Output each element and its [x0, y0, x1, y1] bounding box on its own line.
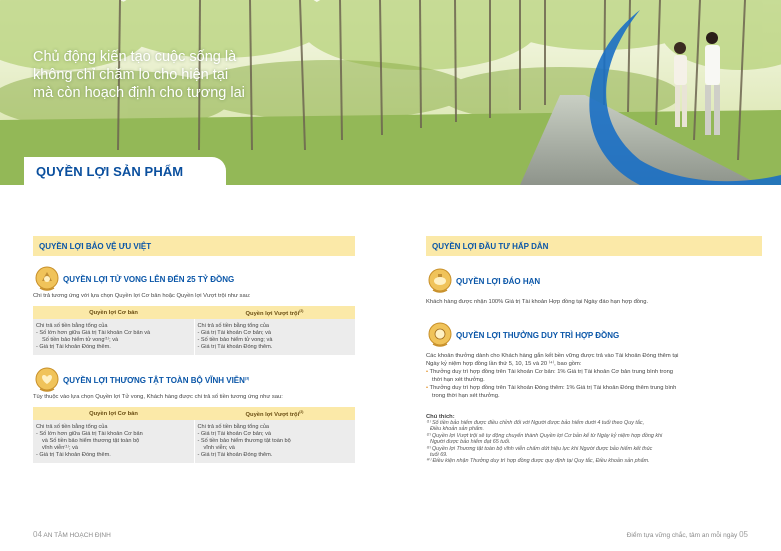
loyalty-benefit-header [426, 322, 762, 348]
hero-banner [0, 0, 781, 185]
death-benefit-header [33, 266, 355, 292]
death-benefit-title: QUYỀN LỢI TỬ VONG LÊN ĐẾN 25 TỶ ĐỒNG [63, 275, 235, 284]
disability-benefit-table [33, 407, 355, 463]
loyalty-bullet-cont: thời hạn xét thưởng. [432, 377, 485, 383]
piggy-medal-icon [428, 268, 452, 294]
page-number: 05 [739, 530, 748, 539]
loyalty-benefit-title: QUYỀN LỢI THƯỞNG DUY TRÌ HỢP ĐỒNG [456, 331, 620, 340]
product-benefits-tab [24, 157, 226, 185]
section-title: QUYỀN LỢI BẢO VỆ ƯU VIỆT [39, 242, 152, 251]
section-title: QUYỀN LỢI ĐẦU TƯ HẤP DẪN [432, 242, 549, 251]
hero-line: Chủ động kiến tạo cuộc sống là [33, 49, 237, 65]
basic-cell: Chi trả số tiền bằng tổng của - Số lớn hơn giữa Giá trị Tài khoản Cơ bản và Số tiền bảo hiểm tử vong⁽¹⁾; và - Giá trị Tài khoản Đóng thêm. [33, 319, 194, 355]
footer-left [33, 530, 111, 539]
superior-cell: Chi trả số tiền bằng tổng của - Giá trị Tài khoản Cơ bản; và - Số tiền bảo hiểm tử vong; và - Giá trị Tài khoản Đóng thêm. [194, 319, 355, 355]
hero-line: không chỉ chăm lo cho hiện tại [33, 67, 229, 83]
heart-medal-icon [35, 367, 59, 393]
note-line: ⁽²⁾ Quyền lợi Vượt trội sẽ tự động chuyển thành Quyền lợi Cơ bản kể từ Ngày kỷ niệm hợp đồng khi [426, 432, 663, 439]
loyalty-bullet-cont: trong thời hạn xét thưởng. [432, 393, 500, 399]
product-benefits-title: QUYỀN LỢI SẢN PHẨM [36, 164, 184, 179]
right-column [426, 236, 762, 465]
footer-caption: AN TÂM HOẠCH ĐỊNH [43, 532, 111, 539]
footer-right [627, 530, 748, 539]
notes-list [426, 420, 762, 465]
superior-cell: Chi trả số tiền bằng tổng của - Giá trị Tài khoản Cơ bản; và - Số tiền bảo hiểm thương tật toàn bộ vĩnh viễn; và - Giá trị Tài khoản Đóng thêm. [194, 420, 355, 463]
note-line: ⁽⁴⁾ Điều kiện nhận Thưởng duy trì hợp đồng được quy định tại Quy tắc, Điều khoản sản phẩm. [426, 458, 650, 465]
maturity-benefit-desc: Khách hàng được nhận 100% Giá trị Tài khoản Hợp đồng tại Ngày đáo hạn hợp đồng. [426, 299, 649, 305]
disability-benefit-header [33, 367, 355, 393]
death-benefit-table [33, 306, 355, 355]
col-basic-header: Quyền lợi Cơ bản [33, 407, 194, 420]
note-line: Điều khoản sản phẩm. [430, 426, 484, 433]
section-header-protection [33, 236, 355, 256]
loyalty-bullet: • Thưởng duy trì hợp đồng trên Tài khoản Đóng thêm: 1% Giá trị Tài khoản Đóng thêm trung bình [426, 385, 677, 391]
left-column [33, 236, 355, 463]
note-line: tuổi 69. [430, 452, 448, 459]
disability-benefit-desc: Tùy thuộc vào lựa chọn Quyền lợi Tử vong, Khách hàng được chi trả số tiền tương ứng như sau: [33, 394, 283, 400]
col-superior-header: Quyền lợi Vượt trội$^{(2)}$ [194, 306, 355, 319]
page-number: 04 [33, 530, 42, 539]
maturity-benefit-header [426, 268, 762, 294]
gold-medal-icon [35, 266, 59, 292]
note-line: ⁽¹⁾ Số tiền bảo hiểm được điều chỉnh đối với Người được bảo hiểm dưới 4 tuổi theo Quy tắc, [426, 420, 645, 426]
footer-caption: Điểm tựa vững chắc, tâm an mỗi ngày [626, 532, 738, 539]
disability-benefit-title: QUYỀN LỢI THƯƠNG TẬT TOÀN BỘ VĨNH VIỄN$^{(3)}$ [63, 376, 250, 385]
col-basic-header: Quyền lợi Cơ bản [33, 306, 194, 319]
loyalty-desc-line: Các khoản thưởng dành cho Khách hàng gắn kết bền vững được trả vào Tài khoản Đóng thêm tại [426, 353, 679, 359]
coin-medal-icon [428, 322, 452, 348]
notes-title: Chú thích: [426, 414, 455, 420]
loyalty-desc-line: Ngày kỷ niệm hợp đồng lần thứ 5, 10, 15 và 20 ⁽⁴⁾, bao gồm: [426, 361, 582, 367]
loyalty-bullet: • Thưởng duy trì hợp đồng trên Tài khoản Cơ bản: 1% Giá trị Tài khoản Cơ bản trung bình trong [426, 369, 674, 375]
section-header-investment [426, 236, 762, 256]
col-superior-header: Quyền lợi Vượt trội$^{(2)}$ [194, 407, 355, 420]
basic-cell: Chi trả số tiền bằng tổng của - Số lớn hơn giữa Giá trị Tài khoản Cơ bản và Số tiền bảo hiểm thương tật toàn bộ vĩnh viễn⁽¹⁾; và - Giá trị Tài khoản Đóng thêm. [33, 420, 194, 463]
note-line: Người được bảo hiểm đạt 65 tuổi. [430, 439, 511, 446]
note-line: ⁽³⁾ Quyền lợi Thương tật toàn bộ vĩnh viễn chấm dứt hiệu lực khi Người được bảo hiểm kết thúc [426, 445, 653, 452]
maturity-benefit-title: QUYỀN LỢI ĐÁO HẠN [456, 277, 541, 286]
hero-tagline [33, 48, 273, 102]
hero-line: mà còn hoạch định cho tương lai [33, 85, 245, 101]
death-benefit-desc: Chi trả tương ứng với lựa chọn Quyền lợi Cơ bản hoặc Quyền lợi Vượt trội như sau: [33, 293, 251, 299]
